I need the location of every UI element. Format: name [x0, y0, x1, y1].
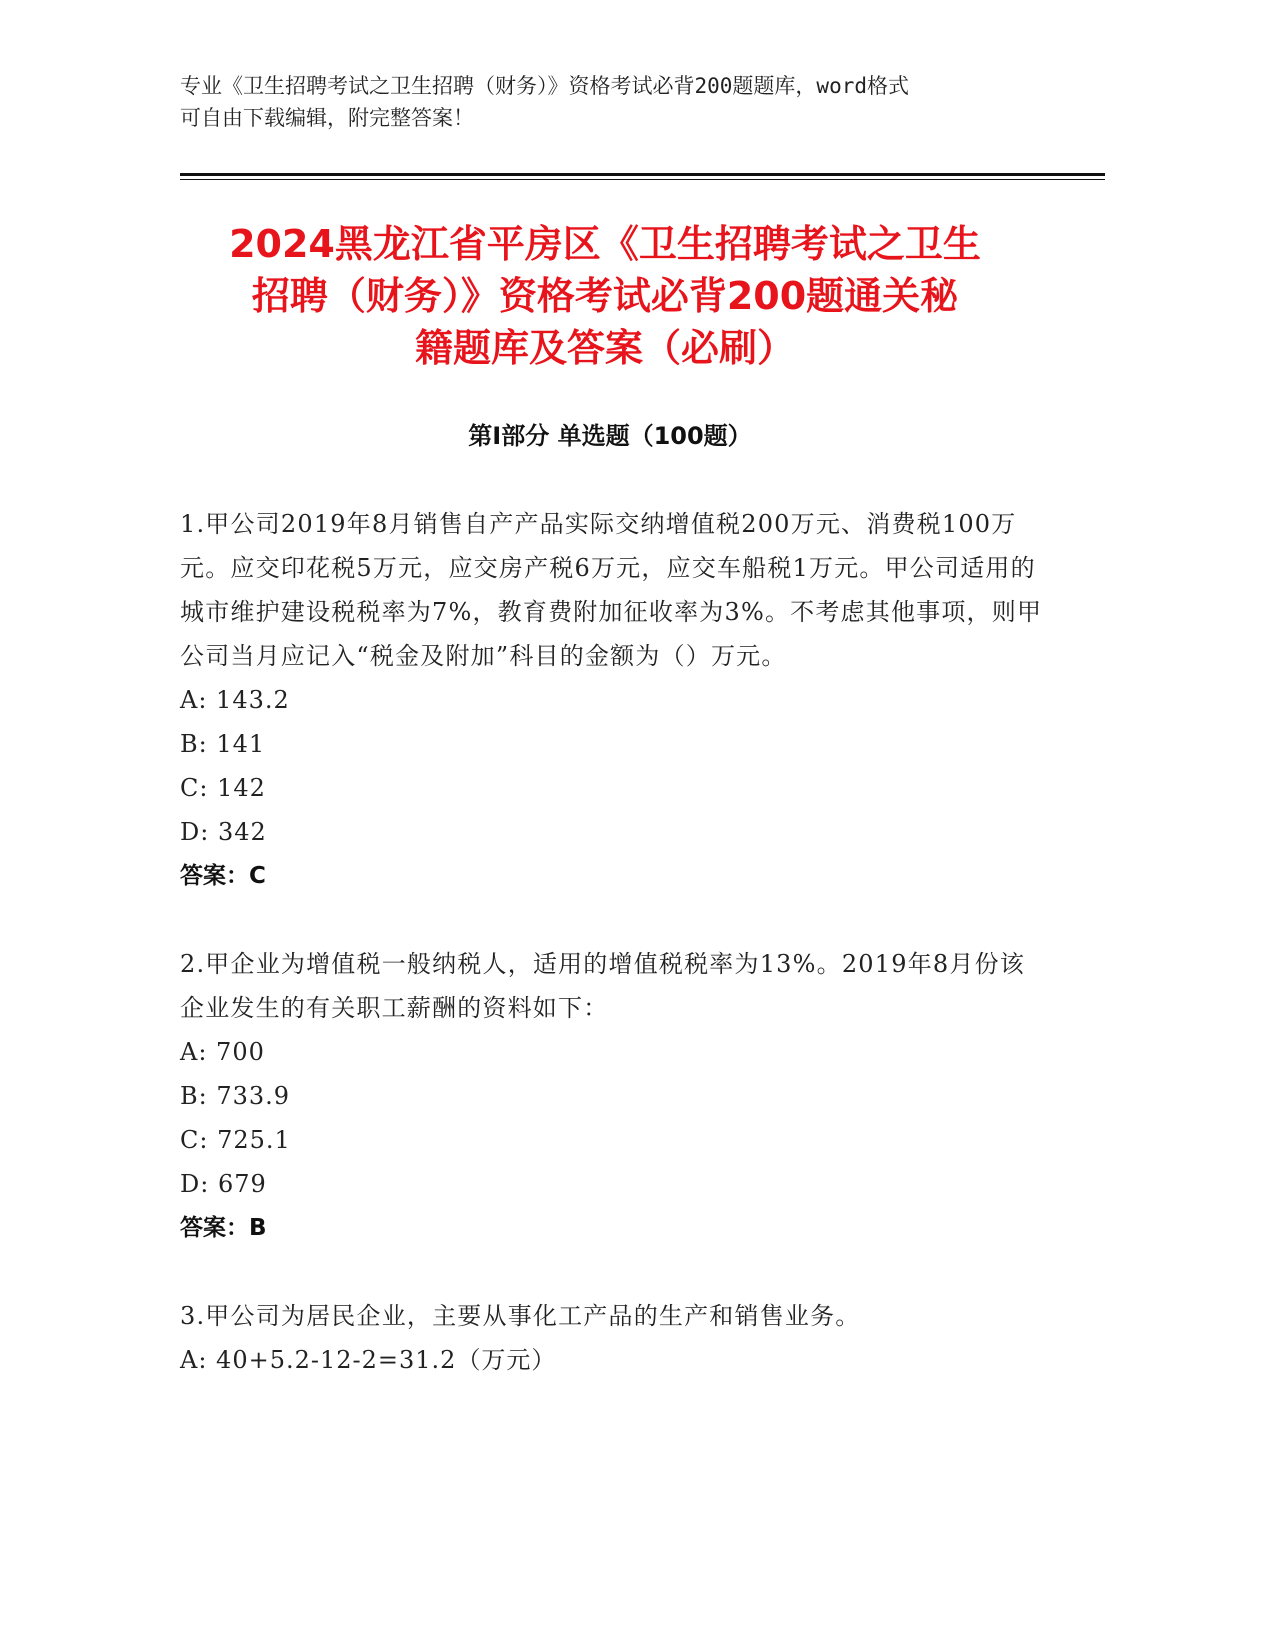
- option-a: A: 700: [180, 1038, 265, 1066]
- header-note-line-1: 专业《卫生招聘考试之卫生招聘（财务）》资格考试必背200题题库，word格式: [180, 74, 909, 98]
- answer-label: 答案：C: [180, 863, 266, 889]
- option-a: A: 143.2: [180, 686, 290, 714]
- header-note: [180, 70, 1040, 134]
- answer-label: 答案：B: [180, 1215, 267, 1241]
- question-stem: 3.甲公司为居民企业，主要从事化工产品的生产和销售业务。: [180, 1302, 861, 1330]
- document-title-line-3: 籍题库及答案（必刷）: [414, 326, 795, 370]
- option-c: C: 142: [180, 774, 266, 802]
- document-title-line-1: 2024黑龙江省平房区《卫生招聘考试之卫生: [229, 222, 981, 266]
- header-note-line-2: 可自由下载编辑，附完整答案！: [180, 106, 474, 130]
- option-c: C: 725.1: [180, 1126, 291, 1154]
- question-item: [180, 1294, 1050, 1382]
- option-b: B: 733.9: [180, 1082, 291, 1110]
- option-b: B: 141: [180, 730, 266, 758]
- header-divider-thin: [180, 179, 1105, 180]
- question-item: [180, 942, 1050, 1250]
- document-title: [170, 218, 1040, 374]
- question-list: [180, 502, 1050, 1426]
- section-title: 第I部分 单选题（100题）: [468, 422, 752, 450]
- option-a: A: 40+5.2-12-2=31.2（万元）: [180, 1346, 557, 1374]
- question-stem: 2.甲企业为增值税一般纳税人，适用的增值税税率为13%。2019年8月份该企业发生的有关职工薪酬的资料如下：: [180, 950, 1025, 1022]
- document-title-line-2: 招聘（财务）》资格考试必背200题通关秘: [251, 274, 959, 318]
- question-item: [180, 502, 1050, 898]
- option-d: D: 679: [180, 1170, 267, 1198]
- question-stem: 1.甲公司2019年8月销售自产产品实际交纳增值税200万元、消费税100万元。应交印花税5万元，应交房产税6万元，应交车船税1万元。甲公司适用的城市维护建设税税率为7%，教育费附加征收率为3%。不考虑其他事项，则甲公司当月应记入“税金及附加”科目的金额为（）万元。: [180, 510, 1043, 670]
- header-divider-thick: [180, 173, 1105, 176]
- option-d: D: 342: [180, 818, 267, 846]
